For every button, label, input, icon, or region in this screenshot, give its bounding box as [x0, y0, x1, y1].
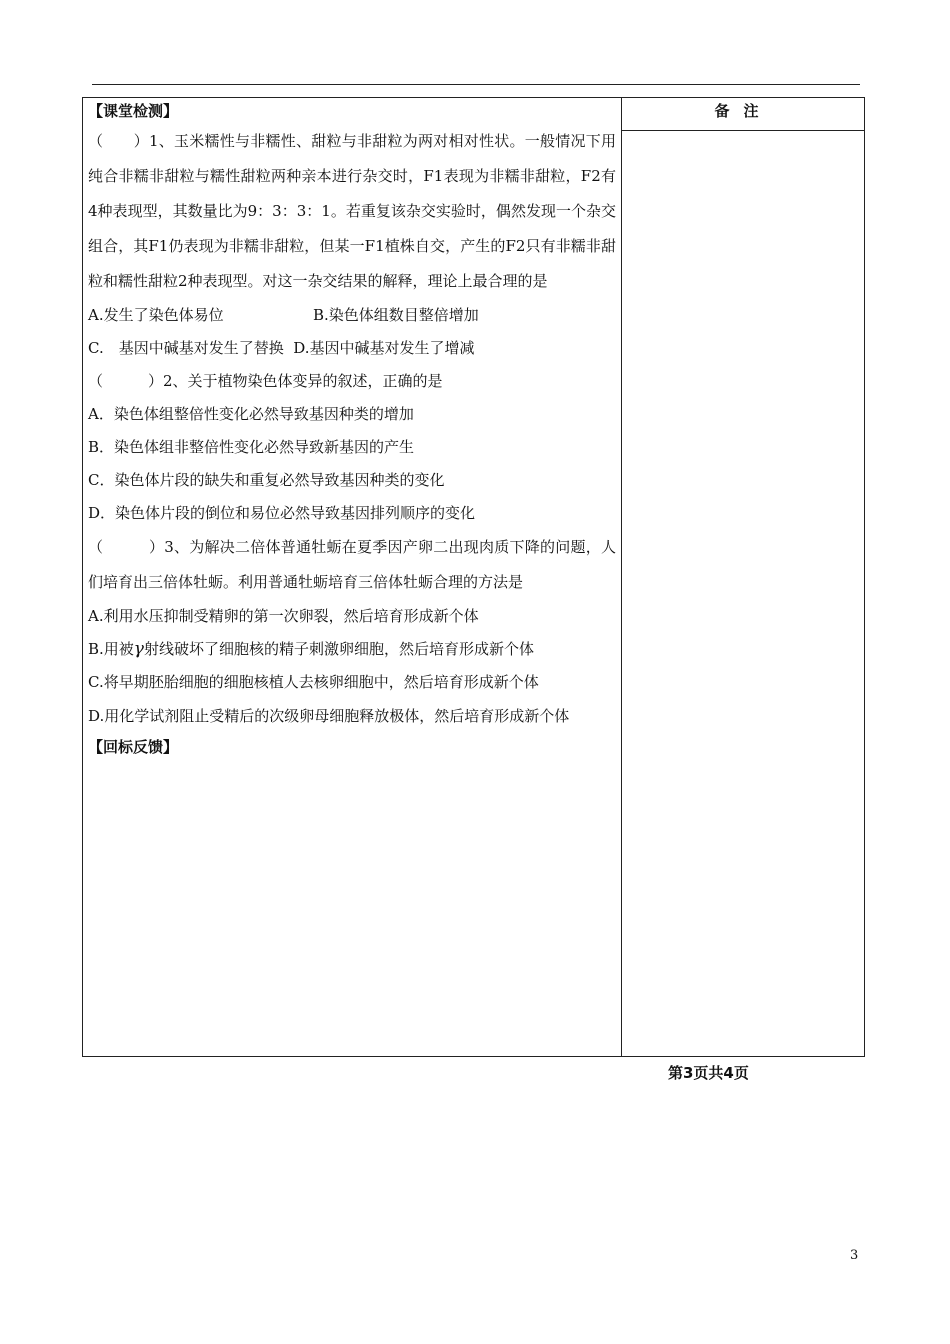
gamma-symbol: γ	[133, 639, 144, 659]
question-2	[88, 365, 616, 530]
question-2-stem: （ ）2、关于植物染色体变异的叙述，正确的是	[88, 372, 443, 390]
section-title-classroom-check: 【课堂检测】	[88, 102, 179, 120]
question-1-option-a: A.发生了染色体易位	[88, 306, 224, 324]
question-3-option-b-prefix: B.用被	[88, 640, 134, 658]
question-2-option-a: A．染色体组整倍性变化必然导致基因种类的增加	[88, 405, 414, 423]
question-1-options-ab	[88, 299, 616, 332]
header-rule	[92, 84, 860, 85]
question-1-options-cd	[88, 332, 616, 365]
question-1-option-c: C. 基因中碱基对发生了替换	[88, 339, 284, 357]
question-1-option-d: D.基因中碱基对发生了增减	[293, 339, 475, 357]
question-3	[88, 530, 616, 734]
question-2-option-c: C．染色体片段的缺失和重复必然导致基因种类的变化	[88, 471, 445, 489]
question-1	[88, 124, 616, 365]
question-3-option-b	[88, 633, 616, 666]
section-title-feedback: 【回标反馈】	[88, 738, 179, 756]
question-1-stem: （ ）1、玉米糯性与非糯性、甜粒与非甜粒为两对相对性状。一般情况下用纯合非糯非甜粒与糯性甜粒两种亲本进行杂交时，F1表现为非糯非甜粒，F2有4种表现型，其数量比为9：3：3：1。若重复该杂交实验时，偶然发现一个杂交组合，其F1仍表现为非糯非甜粒，但某一F1植株自交，产生的F2只有非糯非甜粒和糯性甜粒2种表现型。对这一杂交结果的解释，理论上最合理的是	[88, 132, 616, 290]
page-number: 3	[850, 1248, 859, 1263]
question-1-option-b: B.染色体组数目整倍增加	[313, 306, 479, 324]
page-count: 第3页共4页	[668, 1064, 749, 1082]
column-divider	[621, 97, 622, 1057]
question-3-option-c: C.将早期胚胎细胞的细胞核植人去核卵细胞中，然后培育形成新个体	[88, 673, 539, 691]
remark-header-divider	[622, 130, 865, 131]
question-3-stem: （ ）3、为解决二倍体普通牡蛎在夏季因产卵二出现肉质下降的问题，人们培育出三倍体牡蛎。利用普通牡蛎培育三倍体牡蛎合理的方法是	[88, 538, 616, 591]
question-3-option-b-suffix: 射线破坏了细胞核的精子刺激卵细胞，然后培育形成新个体	[143, 640, 534, 658]
remark-column-title: 备注	[714, 102, 773, 120]
question-3-option-d: D.用化学试剂阻止受精后的次级卵母细胞释放极体，然后培育形成新个体	[88, 707, 570, 725]
question-2-option-d: D．染色体片段的倒位和易位必然导致基因排列顺序的变化	[88, 504, 476, 522]
question-2-option-b: B．染色体组非整倍性变化必然导致新基因的产生	[88, 438, 415, 456]
question-3-option-a: A.利用水压抑制受精卵的第一次卵裂，然后培育形成新个体	[88, 607, 479, 625]
main-column	[88, 98, 616, 760]
